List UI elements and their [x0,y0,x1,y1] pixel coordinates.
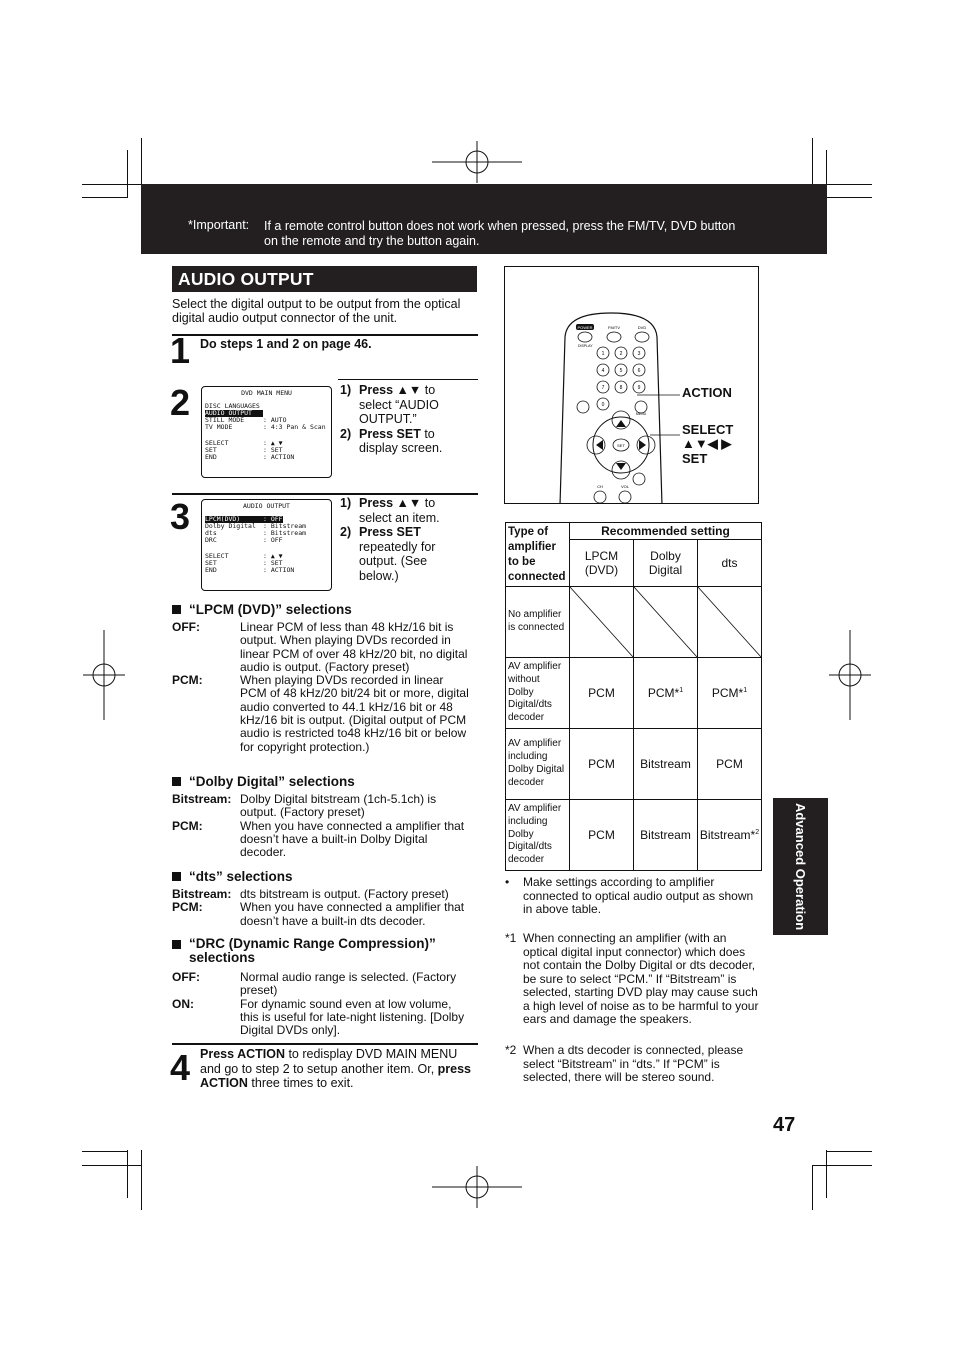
number-key-label: 7 [601,385,605,391]
instruction-bold: Press SET [359,426,421,441]
screen-row [205,424,328,431]
instruction-text [359,427,470,456]
screen-key: END [205,453,217,461]
screen-value: : 4:3 Pan & Scan [263,423,326,431]
definition-text: When playing DVDs recorded in linear PCM of 48 kHz/20 bit/24 bit or more, digital audio converted to 44.1 kHz/16 bit or 48 kHz/16 bit is output. (Digital output of PCM audio is restricted to48 kHz/16 bit or below for copyright protection.) [240,673,469,754]
screen-header: AUDIO OUTPUT [243,502,290,510]
bullet-note: • Make settings according to amplifier connected to optical audio output as shown in above table. [505,875,754,916]
number-key-label: 2 [619,351,623,357]
cell-value: PCM [588,757,615,771]
svg-text:DISPLAY: DISPLAY [578,344,593,348]
not-applicable-slash [570,587,633,657]
footnote-2: *2 When a dts decoder is connected, please select “Bitstream” in “dts.” If “PCM” is selected, there will be stereo sound. [505,1043,744,1084]
number-key-label: 6 [637,368,641,374]
instruction-text [359,525,470,583]
select-arrows: ▲▼◀ ▶ [682,436,732,451]
cell-value: PCM [588,686,615,700]
crop-mark [82,197,128,198]
screen-value: : Bitstream [263,522,307,530]
instruction-num: 2) [340,426,352,441]
instruction-item [340,525,470,583]
side-tab [773,798,828,935]
screen-value: : OFF [263,515,283,523]
screen-key: Dolby Digital [205,522,256,530]
lpcm-definitions [172,621,472,754]
type-header: Type of amplifier to be connected [506,523,570,587]
svg-text:CH: CH [597,484,603,489]
instruction-bold: Press SET [359,525,421,539]
not-applicable-slash [634,587,697,657]
screen-value: : ACTION [263,566,295,574]
important-text-1: If a remote control button does not work when pressed, press the FM/TV, DVD button [264,219,736,233]
screen-value: : SET [263,446,283,454]
row-label: AV amplifier including Dolby Digital/dts decoder [506,800,570,871]
screen-value: : ▲ ▼ [263,552,283,560]
divider [172,1043,478,1045]
recommended-header: Recommended setting [570,523,762,540]
instruction-bold: Press ▲▼ [359,496,422,510]
definition-row [172,621,472,674]
screen-value: : Bitstream [263,529,307,537]
select-label: SELECT [682,422,734,437]
intro-text: Select the digital output to be output from the optical digital audio output connector of the unit. [172,297,461,325]
screen-value: : ▲ ▼ [263,439,283,447]
definition-row [172,971,472,998]
crop-mark [127,150,128,198]
table-cell [634,800,698,871]
instruction-item [340,496,470,525]
screen-key: AUDIO OUTPUT [205,410,263,417]
table-cell [698,587,762,658]
dolby-definitions [172,793,472,859]
cell-value: PCM [716,757,743,771]
instruction-bold: Press ▲▼ [359,383,422,397]
crop-mark [812,1165,813,1210]
table-cell [634,587,698,658]
screen-header: DVD MAIN MENU [241,389,292,397]
screen-key: dts [205,529,217,537]
number-key-label: 3 [637,351,641,357]
screen-key: STILL MODE [205,416,245,424]
screen-value: : SET [263,559,283,567]
screen-footer-row [205,454,328,461]
definition-term: PCM: [172,818,203,833]
step3-instructions [340,496,470,583]
definition-term: ON: [172,996,194,1011]
definition-text: For dynamic sound even at low volume, this is useful for late-night listening. [Dolby Digital DVDs only]. [240,996,465,1038]
svg-text:DVD: DVD [637,325,647,330]
cell-value: PCM* [711,686,744,700]
registration-mark [432,141,522,183]
definition-row [172,888,472,901]
screen-key: END [205,566,217,574]
cell-value: Bitstream [640,828,691,842]
column-header: Dolby Digital [634,540,698,587]
instruction-rest: repeatedly for output. (See below.) [359,539,436,583]
step-number-3: 3 [170,496,191,537]
screen-key: TV MODE [205,423,233,431]
side-tab-label: Advanced Operation [793,802,808,931]
asterisk: * [188,218,193,232]
screen-key: SET [205,559,217,567]
step2-instructions [340,383,470,456]
screen-key: SELECT [205,439,229,447]
definition-term: Bitstream: [172,792,232,806]
not-applicable-slash [698,587,761,657]
screen-row [205,537,328,544]
instruction-rest: to select “AUDIO OUTPUT.” [359,383,439,426]
footnote-ref: 1 [743,687,748,694]
audio-output-screen [201,499,332,591]
definition-text: Dolby Digital bitstream (1ch-5.1ch) is output. (Factory preset) [240,792,437,820]
definition-text: When you have connected a amplifier that doesn’t have a built-in Dolby Digital decoder. [240,818,465,860]
instruction-num: 1) [340,383,352,397]
definition-row [172,820,472,860]
step-number-2: 2 [170,382,191,423]
divider [172,493,478,495]
row-label: No amplifier is connected [506,587,570,658]
screen-footer-row [205,567,328,574]
number-key-label: 1 [601,351,605,357]
instruction-text [359,383,470,427]
crop-mark [82,1151,128,1152]
step4-text: Press ACTION to redisplay DVD MAIN MENU and go to step 2 to setup another item. Or, press ACTION three times to exit. [200,1047,472,1090]
instruction-num: 1) [340,496,352,510]
crop-mark [82,184,142,185]
definition-term: OFF: [172,970,200,984]
definition-term: OFF: [172,620,200,634]
crop-mark [826,1150,827,1198]
table-cell [698,658,762,729]
instruction-rest: to display screen. [359,426,443,455]
screen-key: SELECT [205,552,229,560]
svg-text:POWER: POWER [577,325,593,330]
definition-term: PCM: [172,673,203,688]
registration-mark [83,630,125,720]
dvd-main-menu-screen [201,386,332,478]
screen-key: LPCM(DVD) [205,516,263,523]
column-header: dts [698,540,762,587]
definition-term: PCM: [172,900,203,915]
definition-text: When you have connected a amplifier that doesn’t have a built-in dts decoder. [240,900,465,928]
number-key-label: 4 [601,368,605,374]
screen-key: SET [205,446,217,454]
table-cell [570,658,634,729]
definition-row [172,998,472,1038]
screen-value: : ACTION [263,453,295,461]
dts-definitions [172,888,472,928]
number-key-label: 5 [619,368,623,374]
table-cell [634,729,698,800]
table-cell [570,587,634,658]
definition-text: Normal audio range is selected. (Factory preset) [240,970,457,998]
definition-row [172,674,472,754]
dts-heading: “dts” selections [172,869,293,884]
footnote-1: *1 When connecting an amplifier (with an optical digital input connector) which does not contain the Dolby Digital or dts decoder, be sure to select “PCM.” If “Bitstream” is selected, starting DVD play may cause such a high level of noise as to be harmful to your ears and damage the speakers. [505,931,759,1026]
crop-mark [826,197,872,198]
step1-text: Do steps 1 and 2 on page 46. [200,337,372,351]
screen-key: DISC LANGUAGES [205,402,260,410]
drc-heading: “DRC (Dynamic Range Compression)” selections [172,937,472,965]
action-label: ACTION [682,385,732,400]
lpcm-heading: “LPCM (DVD)” selections [172,602,352,617]
svg-text:MENU: MENU [635,412,647,416]
page-number: 47 [773,1114,796,1136]
crop-mark [812,1165,872,1166]
cell-value: Bitstream* [699,828,756,842]
crop-mark [141,1150,142,1210]
drc-definitions [172,971,472,1037]
screen-value: : OFF [263,536,283,544]
table-cell [570,800,634,871]
table-cell [634,658,698,729]
row-label: AV amplifier without Dolby Digital/dts decoder [506,658,570,729]
footnote-ref: 1 [679,687,684,694]
number-key-label: 0 [601,402,605,408]
table-cell [570,729,634,800]
column-header: LPCM (DVD) [570,540,634,587]
crop-mark [82,1165,142,1166]
section-title: AUDIO OUTPUT [172,266,477,292]
cell-value: PCM* [647,686,680,700]
divider [338,379,478,380]
registration-mark [432,1166,522,1208]
recommended-setting-table [505,522,762,871]
table-cell [698,800,762,871]
instruction-item [340,383,470,427]
definition-text: dts bitstream is output. (Factory preset) [240,887,449,901]
remote-illustration [504,266,759,504]
registration-mark [829,630,871,720]
number-key-label: 9 [637,385,641,391]
instruction-num: 2) [340,525,352,539]
svg-text:FM/TV: FM/TV [608,325,620,330]
important-text-2: on the remote and try the button again. [264,234,480,248]
screen-key: DRC [205,536,217,544]
important-label: Important: [192,218,250,232]
cell-value: Bitstream [640,757,691,771]
definition-row [172,793,472,820]
footnote-ref: 2 [755,829,760,836]
set-label: SET [682,451,708,466]
definition-term: Bitstream: [172,887,232,901]
svg-text:VOL: VOL [620,484,630,489]
definition-text: Linear PCM of less than 48 kHz/16 bit is output. When playing DVDs recorded in linear PCM of over 48 kHz/20 bit, no digital audio is output. (Factory preset) [240,620,468,674]
crop-mark [127,1150,128,1198]
instruction-rest: to select an item. [359,496,440,525]
number-key-label: 8 [619,385,623,391]
dolby-heading: “Dolby Digital” selections [172,774,355,789]
instruction-text [359,496,470,525]
table-cell [698,729,762,800]
row-label: AV amplifier including Dolby Digital decoder [506,729,570,800]
divider [172,334,478,336]
svg-text:SET: SET [617,443,625,448]
step-number-1: 1 [170,330,191,371]
crop-mark [826,1151,872,1152]
step-number-4: 4 [170,1047,191,1088]
definition-row [172,901,472,928]
instruction-item [340,427,470,456]
screen-value: : AUTO [263,416,287,424]
cell-value: PCM [588,828,615,842]
